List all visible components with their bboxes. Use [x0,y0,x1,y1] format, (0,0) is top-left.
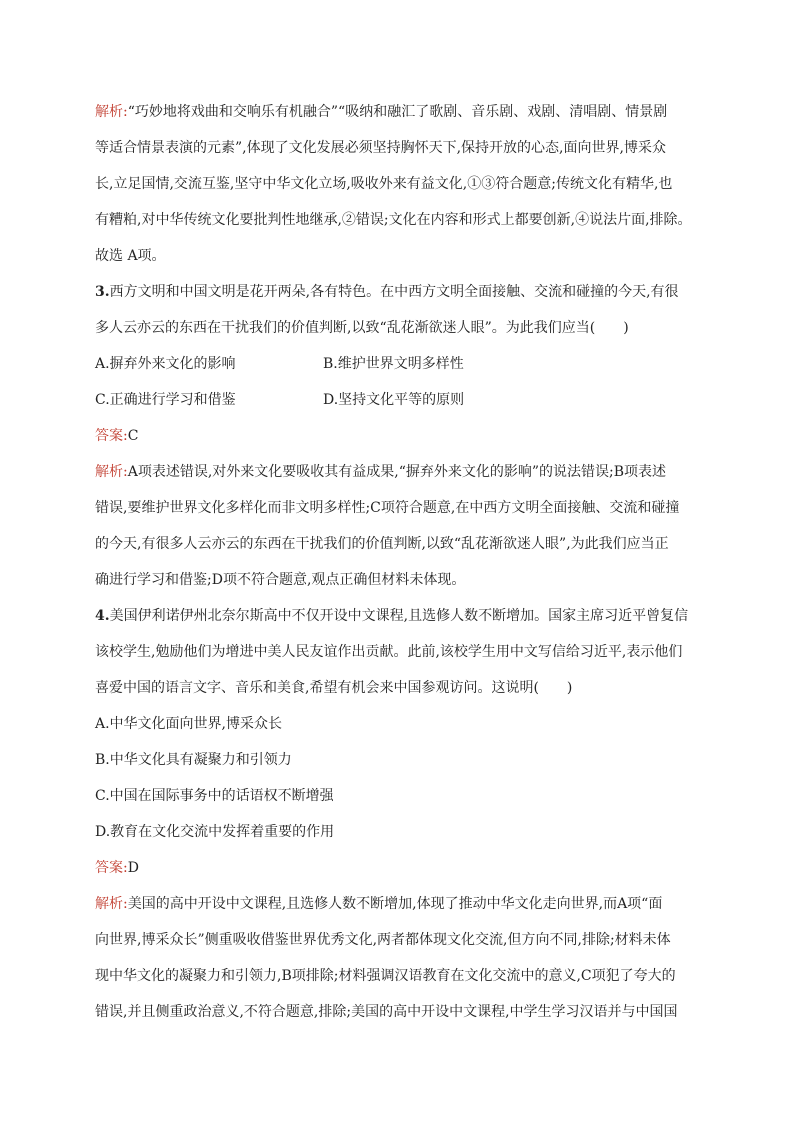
analysis-line: 确进行学习和借鉴;D项不符合题意,观点正确但材料未体现。 [95,572,466,588]
analysis-line: 现中华文化的凝聚力和引领力,B项排除;材料强调汉语教育在文化交流中的意义,C项犯了夸大的 [95,968,676,984]
question-4 [95,598,715,1030]
question-stem-line: 4.美国伊利诺伊州北奈尔斯高中不仅开设中文课程,且选修人数不断增加。国家主席习近平曾复信 [95,608,689,624]
analysis-line: 解析:“巧妙地将戏曲和交响乐有机融合”“吸纳和融汇了歌剧、音乐剧、戏剧、清唱剧、情景剧 [95,104,668,120]
analysis-line: 有糟粕,对中华传统文化要批判性地继承,②错误;文化在内容和形式上都要创新,④说法片面,排除。 [95,212,692,228]
option-row [95,382,715,418]
option-d: D.教育在文化交流中发挥着重要的作用 [95,824,335,840]
analysis-line: 解析:A项表述错误,对外来文化要吸收其有益成果,“摒弃外来文化的影响”的说法错误;B项表述 [95,464,667,480]
answer-label: 答案: [95,860,128,876]
question-number: 4. [95,608,110,624]
question-stem-line: 该校学生,勉励他们为增进中美人民友谊作出贡献。此前,该校学生用中文写信给习近平,表示他们 [95,644,683,660]
analysis-line: 解析:美国的高中开设中文课程,且选修人数不断增加,体现了推动中华文化走向世界,而A项“面 [95,896,663,912]
question-stem-line: 多人云亦云的东西在干扰我们的价值判断,以致“乱花渐欲迷人眼”。为此我们应当( ) [95,320,629,336]
analysis-line: 的今天,有很多人云亦云的东西在干扰我们的价值判断,以致“乱花渐欲迷人眼”,为此我们应当正 [95,536,669,552]
analysis-line: 错误,要维护世界文化多样化而非文明多样性;C项符合题意,在中西方文明全面接触、交流和碰撞 [95,500,680,516]
analysis-line: 故选 A项。 [95,248,166,264]
analysis-label: 解析: [95,896,128,912]
analysis-label: 解析: [95,104,128,120]
option-d: D.坚持文化平等的原则 [323,392,465,408]
question-stem-line: 3.西方文明和中国文明是花开两朵,各有特色。在中西方文明全面接触、交流和碰撞的今天,有很 [95,284,679,300]
option-row [95,346,715,382]
analysis-line: 错误,并且侧重政治意义,不符合题意,排除;美国的高中开设中文课程,中学生学习汉语并与中国国 [95,1004,678,1020]
answer-line [95,850,715,886]
analysis-line: 向世界,博采众长”侧重吸收借鉴世界优秀文化,两者都体现文化交流,但方向不同,排除;材料未体 [95,932,671,948]
option-a: A.摒弃外来文化的影响 [95,356,236,372]
option-b: B.维护世界文明多样性 [323,356,464,372]
answer-value: D [127,860,139,876]
analysis-line: 长,立足国情,交流互鉴,坚守中华文化立场,吸收外来有益文化,①③符合题意;传统文化有精华,也 [95,176,673,192]
option-c: C.正确进行学习和借鉴 [95,392,236,408]
analysis-label: 解析: [95,464,128,480]
answer-line [95,418,715,454]
question-stem-line: 喜爱中国的语言文字、音乐和美食,希望有机会来中国参观访问。这说明( ) [95,680,573,696]
question-number: 3. [95,284,110,300]
question-3 [95,274,715,598]
document-page [95,94,715,1030]
option-a: A.中华文化面向世界,博采众长 [95,716,283,732]
answer-label: 答案: [95,428,128,444]
answer-value: C [127,428,139,444]
option-b: B.中华文化具有凝聚力和引领力 [95,752,292,768]
prev-analysis [95,94,715,274]
option-c: C.中国在国际事务中的话语权不断增强 [95,788,334,804]
analysis-line: 等适合情景表演的元素”,体现了文化发展必须坚持胸怀天下,保持开放的心态,面向世界,博采众 [95,140,666,156]
